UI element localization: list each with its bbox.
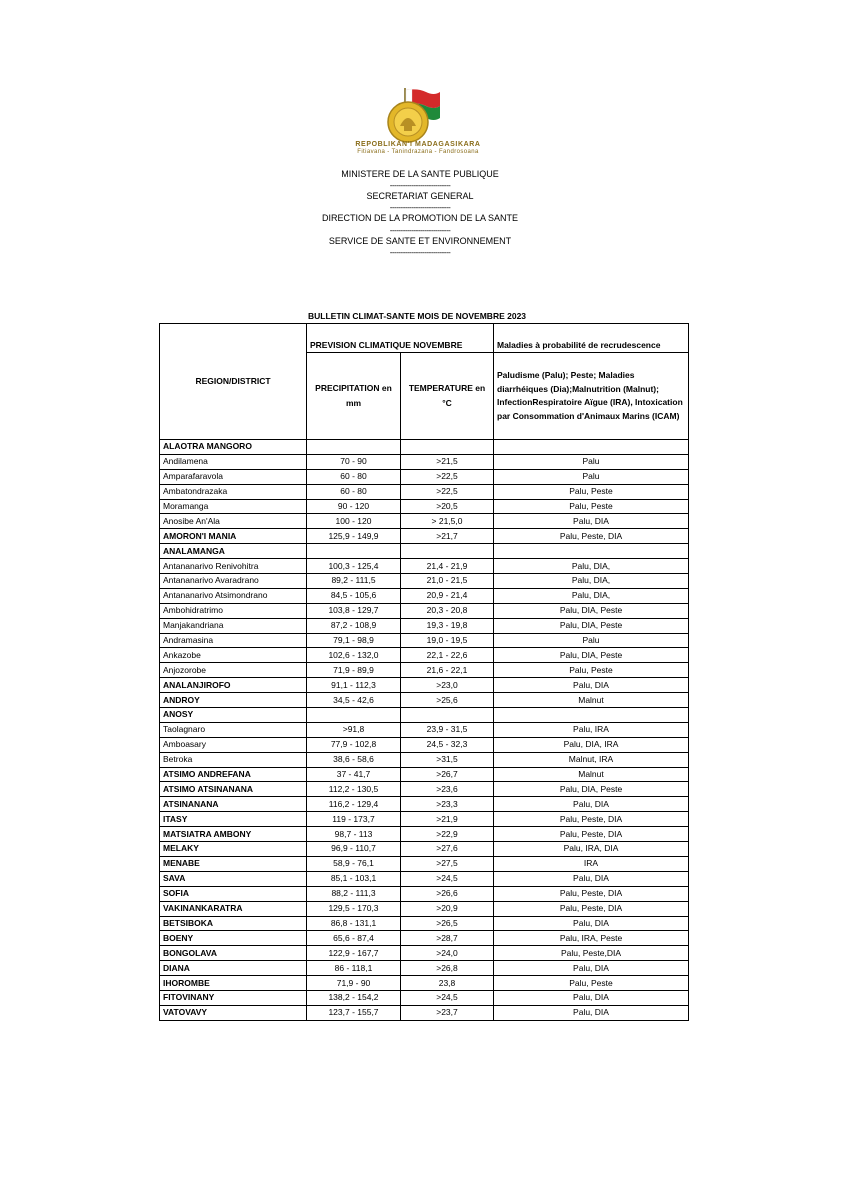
cell-diseases: Palu, Peste bbox=[494, 484, 689, 499]
table-row bbox=[160, 842, 689, 857]
cell-region-district: VAKINANKARATRA bbox=[160, 901, 307, 916]
cell-region-district: ANALANJIROFO bbox=[160, 678, 307, 693]
table-row bbox=[160, 1005, 689, 1020]
cell-temperature: >23,0 bbox=[401, 678, 494, 693]
table-row bbox=[160, 469, 689, 484]
cell-diseases: Palu, Peste, DIA bbox=[494, 886, 689, 901]
table-row bbox=[160, 812, 689, 827]
table-row bbox=[160, 440, 689, 455]
cell-precipitation: >91,8 bbox=[307, 722, 401, 737]
cell-precipitation: 34,5 - 42,6 bbox=[307, 693, 401, 708]
cell-diseases: Palu bbox=[494, 454, 689, 469]
table-row bbox=[160, 722, 689, 737]
cell-temperature: >28,7 bbox=[401, 931, 494, 946]
table-row bbox=[160, 633, 689, 648]
table-row bbox=[160, 990, 689, 1005]
table-row bbox=[160, 752, 689, 767]
cell-precipitation: 119 - 173,7 bbox=[307, 812, 401, 827]
cell-region-district: SOFIA bbox=[160, 886, 307, 901]
cell-temperature: >23,3 bbox=[401, 797, 494, 812]
cell-precipitation: 112,2 - 130,5 bbox=[307, 782, 401, 797]
logo-text-motto: Fitiavana - Tanindrazana - Fandrosoana bbox=[357, 149, 479, 155]
cell-diseases bbox=[494, 708, 689, 723]
cell-temperature: >20,9 bbox=[401, 901, 494, 916]
cell-region-district: Antananarivo Avaradrano bbox=[160, 574, 307, 589]
cell-temperature: >22,9 bbox=[401, 827, 494, 842]
table-row bbox=[160, 693, 689, 708]
cell-diseases: Palu, IRA, DIA bbox=[494, 842, 689, 857]
cell-diseases: Palu, DIA, bbox=[494, 559, 689, 574]
header-precipitation: PRECIPITATION en mm bbox=[307, 353, 401, 440]
cell-precipitation: 71,9 - 90 bbox=[307, 976, 401, 991]
cell-region-district: VATOVAVY bbox=[160, 1005, 307, 1020]
cell-temperature: 23,9 - 31,5 bbox=[401, 722, 494, 737]
header-spacer bbox=[494, 324, 689, 337]
cell-temperature: 20,9 - 21,4 bbox=[401, 588, 494, 603]
cell-precipitation: 85,1 - 103,1 bbox=[307, 871, 401, 886]
cell-region-district: SAVA bbox=[160, 871, 307, 886]
cell-temperature: > 21,5,0 bbox=[401, 514, 494, 529]
cell-region-district: Andilamena bbox=[160, 454, 307, 469]
cell-diseases: Palu, Peste, DIA bbox=[494, 529, 689, 544]
cell-diseases: Malnut, IRA bbox=[494, 752, 689, 767]
cell-temperature: >31,5 bbox=[401, 752, 494, 767]
table-row bbox=[160, 797, 689, 812]
cell-temperature: >22,5 bbox=[401, 484, 494, 499]
cell-precipitation: 129,5 - 170,3 bbox=[307, 901, 401, 916]
cell-precipitation: 102,6 - 132,0 bbox=[307, 648, 401, 663]
cell-precipitation: 125,9 - 149,9 bbox=[307, 529, 401, 544]
cell-region-district: Taolagnaro bbox=[160, 722, 307, 737]
cell-diseases: IRA bbox=[494, 856, 689, 871]
cell-region-district: Ambohidratrimo bbox=[160, 603, 307, 618]
cell-region-district: ANDROY bbox=[160, 693, 307, 708]
separator: ---------------------------- bbox=[389, 247, 451, 257]
cell-diseases: Palu, DIA, IRA bbox=[494, 737, 689, 752]
climate-health-table bbox=[159, 323, 689, 1021]
cell-diseases: Palu, Peste, DIA bbox=[494, 901, 689, 916]
cell-temperature: >21,7 bbox=[401, 529, 494, 544]
cell-region-district: MENABE bbox=[160, 856, 307, 871]
cell-diseases: Palu, Peste, DIA bbox=[494, 812, 689, 827]
cell-precipitation: 58,9 - 76,1 bbox=[307, 856, 401, 871]
cell-precipitation bbox=[307, 440, 401, 455]
cell-region-district: Andramasina bbox=[160, 633, 307, 648]
cell-temperature: >27,5 bbox=[401, 856, 494, 871]
cell-diseases: Palu, DIA, bbox=[494, 574, 689, 589]
table-row bbox=[160, 976, 689, 991]
cell-diseases: Palu, DIA, Peste bbox=[494, 618, 689, 633]
table-row bbox=[160, 961, 689, 976]
cell-temperature: 24,5 - 32,3 bbox=[401, 737, 494, 752]
header-prevision: PREVISION CLIMATIQUE NOVEMBRE bbox=[307, 336, 494, 353]
cell-temperature: 21,6 - 22,1 bbox=[401, 663, 494, 678]
table-row bbox=[160, 708, 689, 723]
cell-diseases: Palu, DIA, Peste bbox=[494, 648, 689, 663]
cell-region-district: Amboasary bbox=[160, 737, 307, 752]
cell-region-district: BONGOLAVA bbox=[160, 946, 307, 961]
cell-diseases: Palu, IRA bbox=[494, 722, 689, 737]
cell-region-district: ATSIMO ATSINANANA bbox=[160, 782, 307, 797]
table-row bbox=[160, 648, 689, 663]
cell-precipitation: 88,2 - 111,3 bbox=[307, 886, 401, 901]
cell-region-district: Anjozorobe bbox=[160, 663, 307, 678]
table-row bbox=[160, 499, 689, 514]
cell-precipitation: 60 - 80 bbox=[307, 484, 401, 499]
ministry-name: MINISTERE DE LA SANTE PUBLIQUE bbox=[341, 169, 499, 179]
cell-temperature: 20,3 - 20,8 bbox=[401, 603, 494, 618]
cell-temperature: >21,5 bbox=[401, 454, 494, 469]
cell-temperature: 19,3 - 19,8 bbox=[401, 618, 494, 633]
cell-region-district: IHOROMBE bbox=[160, 976, 307, 991]
cell-temperature: >24,5 bbox=[401, 871, 494, 886]
cell-precipitation: 123,7 - 155,7 bbox=[307, 1005, 401, 1020]
table-row bbox=[160, 767, 689, 782]
cell-precipitation: 138,2 - 154,2 bbox=[307, 990, 401, 1005]
table-row bbox=[160, 946, 689, 961]
cell-region-district: MELAKY bbox=[160, 842, 307, 857]
cell-precipitation: 38,6 - 58,6 bbox=[307, 752, 401, 767]
table-row bbox=[160, 916, 689, 931]
cell-region-district: BETSIBOKA bbox=[160, 916, 307, 931]
cell-region-district: Ankazobe bbox=[160, 648, 307, 663]
cell-precipitation: 116,2 - 129,4 bbox=[307, 797, 401, 812]
cell-temperature: >23,7 bbox=[401, 1005, 494, 1020]
cell-diseases: Palu, DIA bbox=[494, 797, 689, 812]
republic-logo bbox=[330, 84, 506, 160]
separator: ---------------------------- bbox=[389, 181, 451, 191]
cell-temperature: >21,9 bbox=[401, 812, 494, 827]
cell-diseases: Palu bbox=[494, 469, 689, 484]
cell-precipitation: 100 - 120 bbox=[307, 514, 401, 529]
cell-precipitation: 86 - 118,1 bbox=[307, 961, 401, 976]
cell-diseases: Palu, DIA bbox=[494, 990, 689, 1005]
cell-temperature: 21,0 - 21,5 bbox=[401, 574, 494, 589]
cell-diseases: Palu, DIA, bbox=[494, 588, 689, 603]
table-row bbox=[160, 484, 689, 499]
cell-precipitation bbox=[307, 544, 401, 559]
cell-temperature bbox=[401, 440, 494, 455]
cell-region-district: ATSINANANA bbox=[160, 797, 307, 812]
cell-diseases: Malnut bbox=[494, 767, 689, 782]
table-row bbox=[160, 901, 689, 916]
cell-temperature: >26,8 bbox=[401, 961, 494, 976]
table-row bbox=[160, 559, 689, 574]
madagascar-emblem-icon bbox=[378, 88, 440, 144]
cell-temperature: 23,8 bbox=[401, 976, 494, 991]
cell-precipitation: 100,3 - 125,4 bbox=[307, 559, 401, 574]
table-row bbox=[160, 454, 689, 469]
cell-region-district: Antananarivo Renivohitra bbox=[160, 559, 307, 574]
cell-region-district: BOENY bbox=[160, 931, 307, 946]
cell-precipitation: 60 - 80 bbox=[307, 469, 401, 484]
header-region-district: REGION/DISTRICT bbox=[160, 324, 307, 440]
header-temperature: TEMPERATURE en °C bbox=[401, 353, 494, 440]
cell-precipitation: 37 - 41,7 bbox=[307, 767, 401, 782]
cell-diseases: Palu, DIA, Peste bbox=[494, 782, 689, 797]
cell-temperature: >24,5 bbox=[401, 990, 494, 1005]
cell-temperature: 21,4 - 21,9 bbox=[401, 559, 494, 574]
cell-region-district: ATSIMO ANDREFANA bbox=[160, 767, 307, 782]
cell-temperature: >22,5 bbox=[401, 469, 494, 484]
cell-precipitation: 90 - 120 bbox=[307, 499, 401, 514]
cell-precipitation: 71,9 - 89,9 bbox=[307, 663, 401, 678]
cell-temperature: >25,6 bbox=[401, 693, 494, 708]
table-row bbox=[160, 931, 689, 946]
table-row bbox=[160, 514, 689, 529]
cell-temperature: >26,6 bbox=[401, 886, 494, 901]
cell-region-district: AMORON'I MANIA bbox=[160, 529, 307, 544]
cell-diseases: Palu, DIA bbox=[494, 1005, 689, 1020]
cell-region-district: Manjakandriana bbox=[160, 618, 307, 633]
cell-diseases bbox=[494, 440, 689, 455]
cell-precipitation: 103,8 - 129,7 bbox=[307, 603, 401, 618]
cell-region-district: Anosibe An'Ala bbox=[160, 514, 307, 529]
cell-temperature: >26,5 bbox=[401, 916, 494, 931]
table-row bbox=[160, 886, 689, 901]
maladies-legend: Paludisme (Palu); Peste; Maladies diarrhéiques (Dia);Malnutrition (Malnut); InfectionRespiratoire Aïgue (IRA), Intoxication par Consommation d'Animaux Marins (ICAM) bbox=[494, 353, 689, 440]
logo-text-republic: REPOBLIKAN'I MADAGASIKARA bbox=[355, 141, 481, 148]
cell-diseases: Palu bbox=[494, 633, 689, 648]
table-row bbox=[160, 782, 689, 797]
cell-region-district: DIANA bbox=[160, 961, 307, 976]
cell-diseases: Palu, DIA bbox=[494, 678, 689, 693]
cell-precipitation: 65,6 - 87,4 bbox=[307, 931, 401, 946]
cell-temperature bbox=[401, 708, 494, 723]
cell-precipitation bbox=[307, 708, 401, 723]
cell-diseases: Palu, DIA, Peste bbox=[494, 603, 689, 618]
cell-region-district: Moramanga bbox=[160, 499, 307, 514]
separator: ---------------------------- bbox=[389, 225, 451, 235]
cell-precipitation: 84,5 - 105,6 bbox=[307, 588, 401, 603]
cell-diseases: Palu, DIA bbox=[494, 514, 689, 529]
cell-region-district: ANOSY bbox=[160, 708, 307, 723]
cell-diseases: Palu, Peste,DIA bbox=[494, 946, 689, 961]
cell-diseases: Palu, Peste, DIA bbox=[494, 827, 689, 842]
cell-temperature: >20,5 bbox=[401, 499, 494, 514]
cell-region-district: MATSIATRA AMBONY bbox=[160, 827, 307, 842]
cell-precipitation: 89,2 - 111,5 bbox=[307, 574, 401, 589]
cell-temperature: 22,1 - 22,6 bbox=[401, 648, 494, 663]
table-row bbox=[160, 678, 689, 693]
cell-precipitation: 77,9 - 102,8 bbox=[307, 737, 401, 752]
header-maladies: Maladies à probabilité de recrudescence bbox=[494, 336, 689, 353]
cell-temperature: >27,6 bbox=[401, 842, 494, 857]
cell-precipitation: 87,2 - 108,9 bbox=[307, 618, 401, 633]
ministry-header bbox=[260, 168, 580, 257]
bulletin-title: BULLETIN CLIMAT-SANTE MOIS DE NOVEMBRE 2023 bbox=[308, 311, 527, 321]
cell-temperature: >26,7 bbox=[401, 767, 494, 782]
cell-precipitation: 79,1 - 98,9 bbox=[307, 633, 401, 648]
table-row bbox=[160, 827, 689, 842]
cell-region-district: Ambatondrazaka bbox=[160, 484, 307, 499]
service-name: SERVICE DE SANTE ET ENVIRONNEMENT bbox=[328, 235, 512, 246]
cell-diseases: Palu, DIA bbox=[494, 961, 689, 976]
cell-diseases: Palu, Peste bbox=[494, 499, 689, 514]
table-row bbox=[160, 529, 689, 544]
direction-name: DIRECTION DE LA PROMOTION DE LA SANTE bbox=[321, 213, 519, 224]
table-row bbox=[160, 588, 689, 603]
cell-region-district: ITASY bbox=[160, 812, 307, 827]
header-spacer bbox=[307, 324, 494, 337]
cell-diseases: Palu, DIA bbox=[494, 916, 689, 931]
table-row bbox=[160, 603, 689, 618]
cell-precipitation: 122,9 - 167,7 bbox=[307, 946, 401, 961]
table-row bbox=[160, 856, 689, 871]
cell-region-district: ALAOTRA MANGORO bbox=[160, 440, 307, 455]
cell-diseases: Malnut bbox=[494, 693, 689, 708]
separator: ---------------------------- bbox=[389, 203, 451, 213]
cell-temperature: >23,6 bbox=[401, 782, 494, 797]
cell-diseases bbox=[494, 544, 689, 559]
cell-temperature: 19,0 - 19,5 bbox=[401, 633, 494, 648]
cell-precipitation: 86,8 - 131,1 bbox=[307, 916, 401, 931]
cell-diseases: Palu, Peste bbox=[494, 976, 689, 991]
cell-temperature: >24,0 bbox=[401, 946, 494, 961]
cell-precipitation: 70 - 90 bbox=[307, 454, 401, 469]
table-row bbox=[160, 618, 689, 633]
cell-region-district: ANALAMANGA bbox=[160, 544, 307, 559]
table-row bbox=[160, 737, 689, 752]
cell-precipitation: 98,7 - 113 bbox=[307, 827, 401, 842]
cell-diseases: Palu, DIA bbox=[494, 871, 689, 886]
secretariat-name: SECRETARIAT GENERAL bbox=[366, 191, 474, 202]
table-row bbox=[160, 663, 689, 678]
cell-diseases: Palu, IRA, Peste bbox=[494, 931, 689, 946]
table-row bbox=[160, 871, 689, 886]
cell-precipitation: 96,9 - 110,7 bbox=[307, 842, 401, 857]
cell-region-district: Antananarivo Atsimondrano bbox=[160, 588, 307, 603]
cell-temperature bbox=[401, 544, 494, 559]
table-row bbox=[160, 544, 689, 559]
table-row bbox=[160, 574, 689, 589]
cell-precipitation: 91,1 - 112,3 bbox=[307, 678, 401, 693]
cell-region-district: Betroka bbox=[160, 752, 307, 767]
cell-diseases: Palu, Peste bbox=[494, 663, 689, 678]
cell-region-district: FITOVINANY bbox=[160, 990, 307, 1005]
cell-region-district: Amparafaravola bbox=[160, 469, 307, 484]
